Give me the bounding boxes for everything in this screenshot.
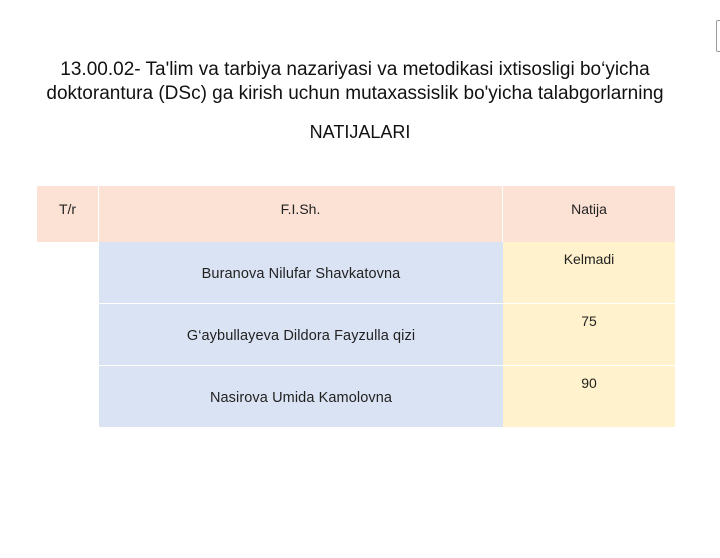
header-full-name: F.I.Sh. [99,186,503,242]
row-number [37,304,99,365]
row-number [37,366,99,427]
row-result: 75 [503,304,675,365]
row-number [37,242,99,303]
row-full-name: Buranova Nilufar Shavkatovna [99,242,503,303]
results-title: NATIJALARI [309,122,411,142]
table-row [37,242,675,304]
document-heading [10,58,700,106]
row-full-name: Nasirova Umida Kamolovna [99,366,503,427]
table-row [37,304,675,366]
header-result: Natija [503,186,675,242]
corner-frame-mark [716,20,720,52]
row-result: Kelmadi [503,242,675,303]
results-table [37,186,675,428]
heading-line-2: doktorantura (DSc) ga kirish uchun mutaxassislik bo'yicha talabgorlarning [46,83,664,104]
header-number: T/r [37,186,99,242]
table-header-row [37,186,675,242]
row-result: 90 [503,366,675,427]
table-row [37,366,675,428]
heading-line-1: 13.00.02- Ta'lim va tarbiya nazariyasi va metodikasi ixtisosligi bo‘yicha [60,59,650,80]
row-full-name: G‘aybullayeva Dildora Fayzulla qizi [99,304,503,365]
